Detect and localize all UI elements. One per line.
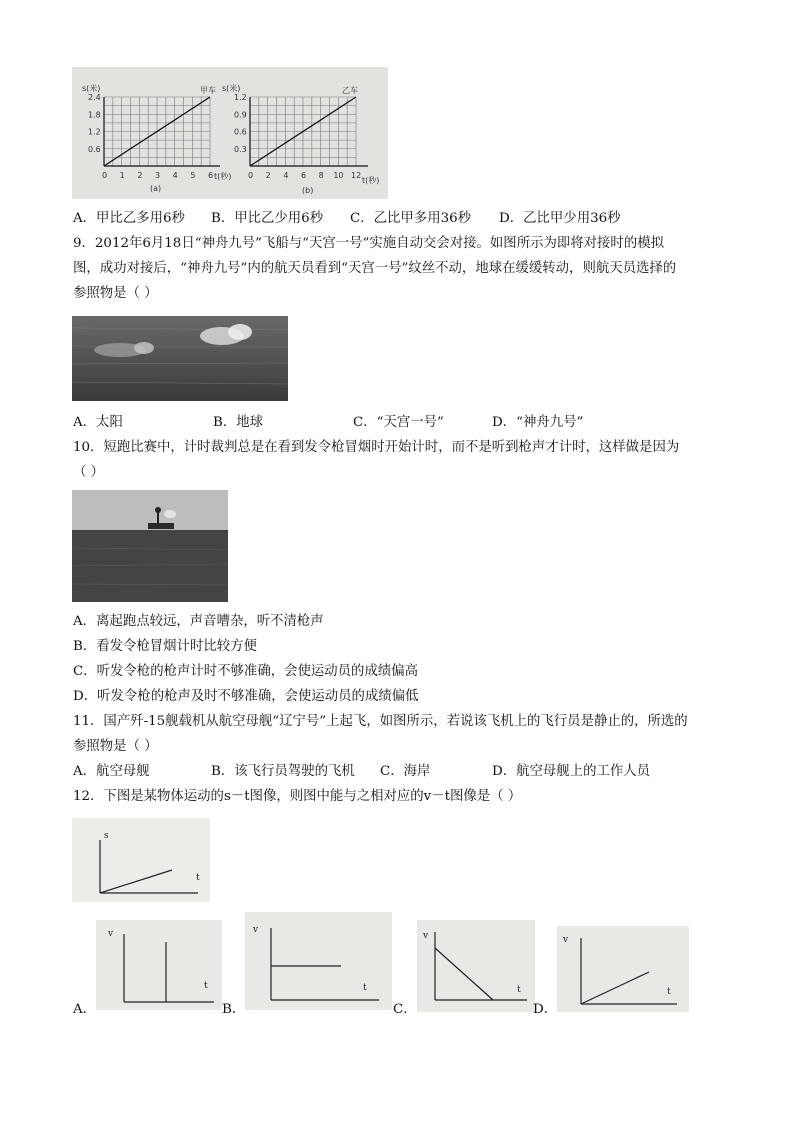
graph-a-ylabel: s(米) xyxy=(82,84,101,93)
q12-stem: 12．下图是某物体运动的s－t图像，则图中能与之相对应的v－t图像是（ ） xyxy=(73,789,522,804)
graph-b xyxy=(222,83,379,195)
q9-option-a: A．太阳 xyxy=(73,415,123,430)
q12-st-xlabel: t xyxy=(196,873,200,883)
q8-option-d: D．乙比甲少用36秒 xyxy=(499,211,621,226)
q12-st-graph xyxy=(72,818,210,902)
q12-option-b-letter: B． xyxy=(222,1002,246,1017)
graph-a-xtick: 1 xyxy=(119,171,125,180)
q10-option-b: B．看发令枪冒烟计时比较方便 xyxy=(73,639,257,654)
q9-stem-line-3: 参照物是（ ） xyxy=(73,286,158,301)
graph-b-ytick: 1.2 xyxy=(234,93,247,102)
q12-st-ylabel: s xyxy=(104,831,109,841)
q9-option-c: C．“天宫一号” xyxy=(353,415,444,430)
graph-a-ytick: 1.8 xyxy=(88,110,101,120)
q10-stem-line-2: （ ） xyxy=(73,465,105,480)
q8-option-c: C．乙比甲多用36秒 xyxy=(350,211,472,226)
q12-option-b-graph xyxy=(245,912,392,1010)
graph-a-xtick: 3 xyxy=(155,171,161,180)
q12-option-c-ylabel: v xyxy=(423,931,429,941)
graph-b-car: 乙车 xyxy=(342,86,358,95)
graph-b-ytick: 0.6 xyxy=(234,127,247,137)
q12-option-d-ylabel: v xyxy=(563,935,569,945)
graph-b-xtick: 10 xyxy=(333,171,344,180)
graph-a-ytick: 1.2 xyxy=(88,127,101,137)
q12-option-d-graph xyxy=(557,926,689,1012)
graph-b-caption: (b) xyxy=(302,186,314,195)
graph-b-xtick: 12 xyxy=(351,171,362,180)
q12-option-a-xlabel: t xyxy=(204,981,208,991)
q9-option-d: D．“神舟九号” xyxy=(492,415,584,430)
q9-option-b: B．地球 xyxy=(213,415,264,430)
graph-a-ytick: 0.6 xyxy=(88,144,101,154)
graph-b-xtick: 8 xyxy=(318,171,324,180)
st-graphs-figure xyxy=(72,67,388,199)
q11-stem-line-1: 11．国产歼-15舰载机从航空母舰“辽宁号”上起飞，如图所示，若说该飞机上的飞行员是静止的，所选的 xyxy=(73,714,688,729)
graph-a-xlabel: t(秒) xyxy=(214,172,232,181)
q12-option-b-ylabel: v xyxy=(253,925,259,935)
graph-a-caption: (a) xyxy=(150,184,162,193)
graph-a-car: 甲车 xyxy=(200,86,216,95)
q10-option-a: A．离起跑点较远，声音嘈杂，听不清枪声 xyxy=(73,614,324,629)
graph-b-ytick: 0.9 xyxy=(234,110,247,120)
graph-a-xtick: 2 xyxy=(137,171,143,180)
graph-a-xtick: 5 xyxy=(190,171,196,180)
q12-option-a-ylabel: v xyxy=(108,929,114,939)
q11-option-c: C．海岸 xyxy=(380,764,431,779)
q10-option-c: C．听发令枪的枪声计时不够准确，会使运动员的成绩偏高 xyxy=(73,664,419,679)
q11-stem-line-2: 参照物是（ ） xyxy=(73,739,158,754)
q12-option-c-xlabel: t xyxy=(517,985,521,995)
graph-b-xtick: 2 xyxy=(265,171,271,180)
graph-a-xtick: 0 xyxy=(102,171,108,180)
graph-b-ytick: 0.3 xyxy=(234,144,247,154)
graph-a-xtick: 6 xyxy=(208,171,214,180)
q10-option-d: D．听发令枪的枪声及时不够准确，会使运动员的成绩偏低 xyxy=(73,689,419,704)
q12-option-c-letter: C． xyxy=(393,1002,417,1017)
graph-b-xtick: 6 xyxy=(301,171,307,180)
graph-a-ytick: 2.4 xyxy=(88,93,101,102)
q9-stem-line-1: 9．2012年6月18日“神舟九号”飞船与“天宫一号”实施自动交会对接。如图所示为即将对接时的模拟 xyxy=(73,236,664,251)
q9-stem-line-2: 图，成功对接后，“神舟九号”内的航天员看到“天宫一号”纹丝不动，地球在缓缓转动，则航天员选择的 xyxy=(73,261,677,276)
q12-option-c-graph xyxy=(417,920,535,1012)
graph-a xyxy=(82,83,231,193)
q12-option-d-letter: D． xyxy=(533,1002,558,1017)
q12-option-a-letter: A． xyxy=(73,1002,97,1017)
q11-option-a: A．航空母舰 xyxy=(73,764,150,779)
q10-stem-line-1: 10．短跑比赛中，计时裁判总是在看到发令枪冒烟时开始计时，而不是听到枪声才计时，这样做是因为 xyxy=(73,440,680,455)
starting-gun-photo xyxy=(72,490,228,602)
q12-option-d-xlabel: t xyxy=(667,987,671,997)
graph-b-ylabel: s(米) xyxy=(222,84,241,93)
graph-b-xtick: 0 xyxy=(248,171,254,180)
q8-option-a: A．甲比乙多用6秒 xyxy=(73,211,185,226)
q11-option-d: D．航空母舰上的工作人员 xyxy=(492,764,651,779)
graph-b-xlabel: t(秒) xyxy=(362,176,380,185)
q11-option-b: B．该飞行员驾驶的飞机 xyxy=(211,764,355,779)
q8-option-b: B．甲比乙少用6秒 xyxy=(211,211,324,226)
docking-photo xyxy=(72,316,288,401)
graph-a-xtick: 4 xyxy=(172,171,178,180)
q12-option-b-xlabel: t xyxy=(363,983,367,993)
graph-b-xtick: 4 xyxy=(283,171,289,180)
q12-option-a-graph xyxy=(96,920,222,1010)
